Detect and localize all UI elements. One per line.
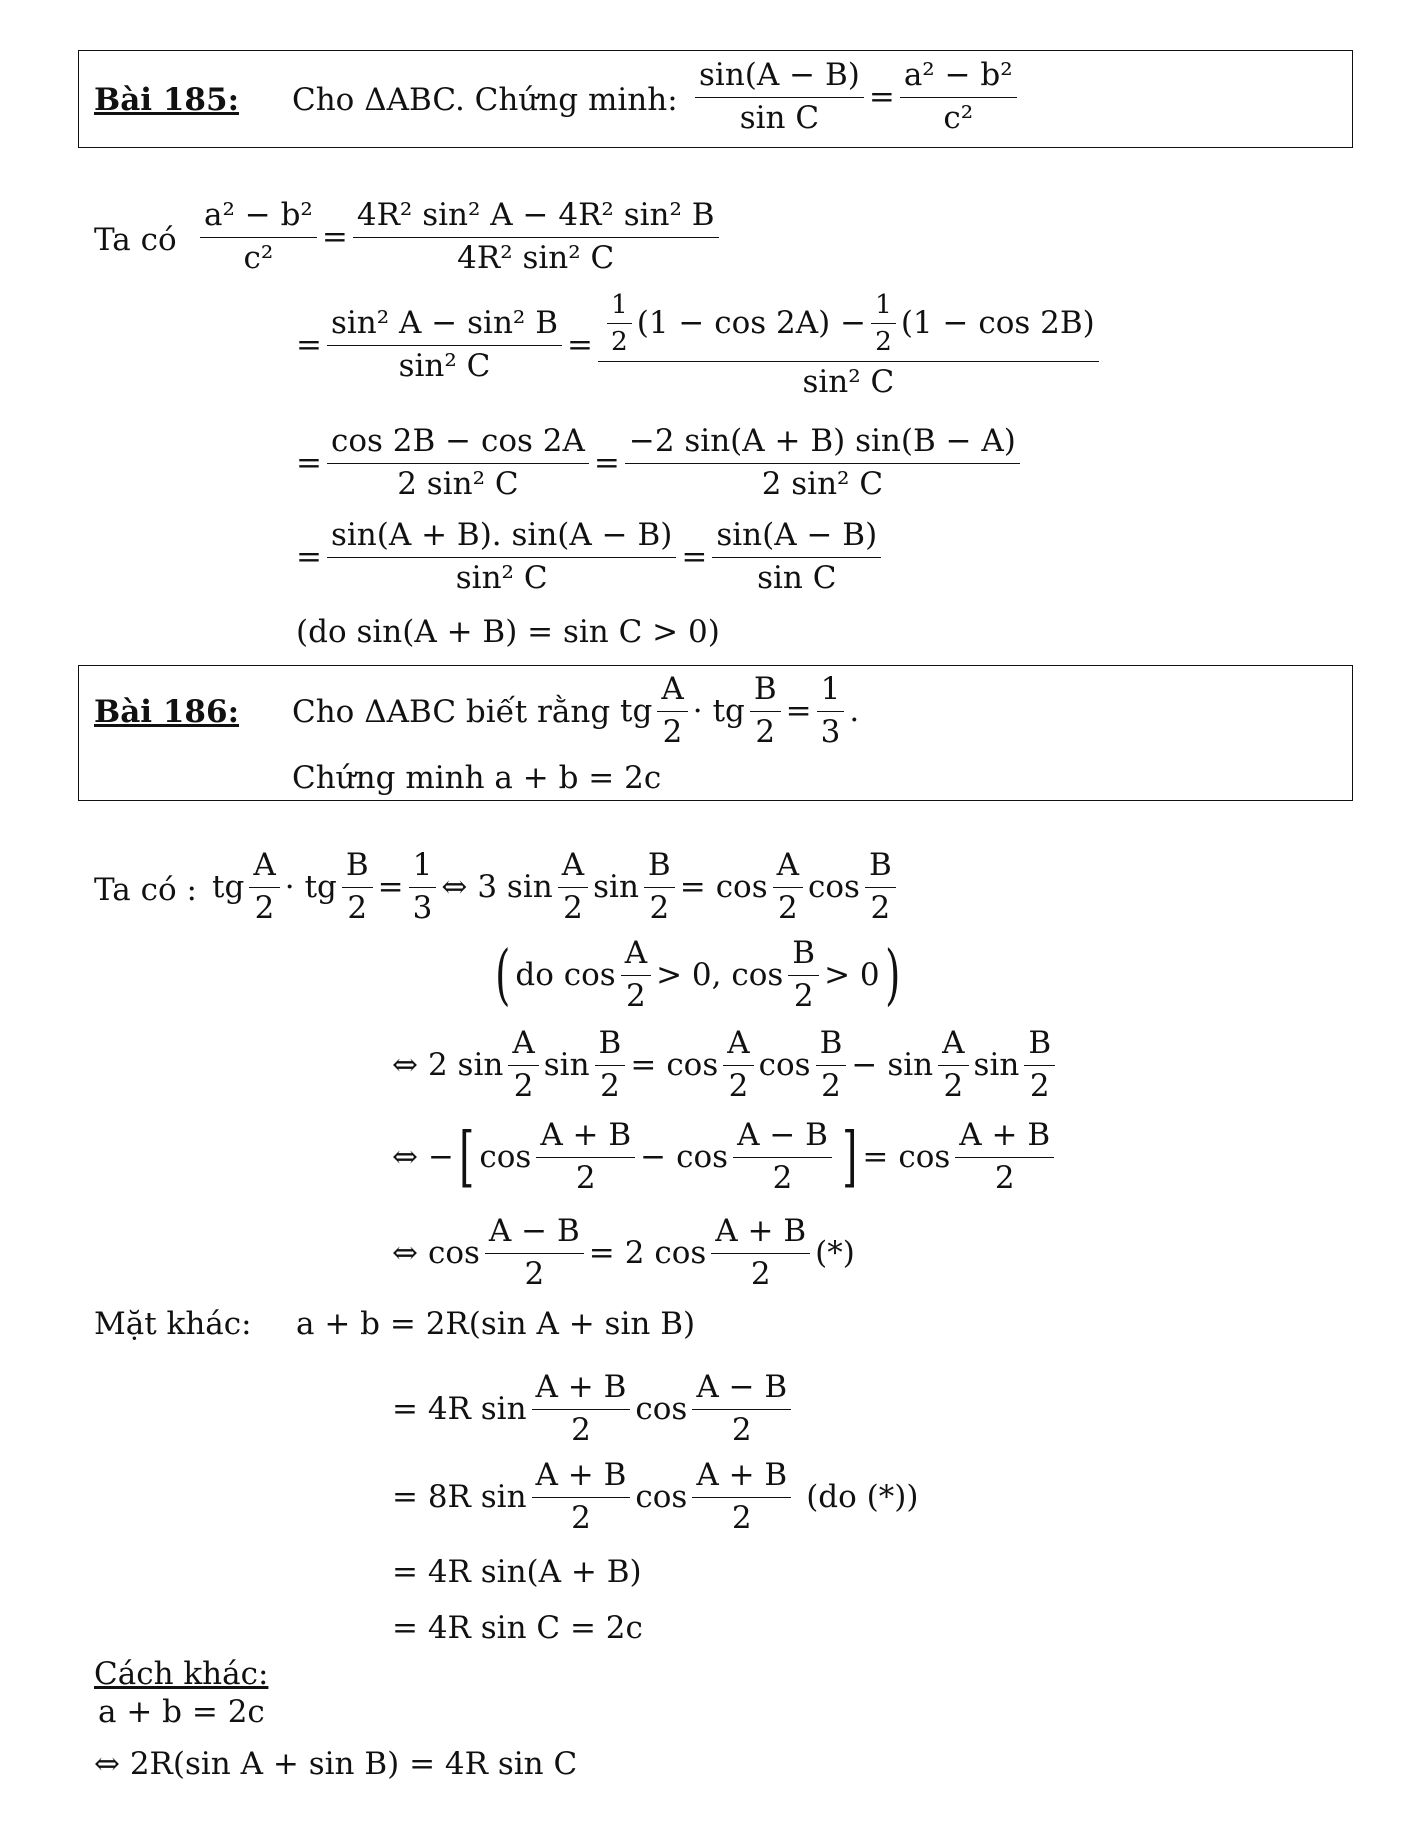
- solution-186-line-1: tg $\frac{A}{2}$ · tg $\frac{B}{2}$ = $\frac{1}{3}$ ⇔ 3 sin $\frac{A}{2}$ sin $\frac{B}{2}$ = cos $\frac{A}{2}$ cos $\frac{B}{2}$: [212, 848, 901, 926]
- cach-khac-line-1: a + b = 2c: [98, 1694, 265, 1730]
- cach-khac-line-2: ⇔ 2R(sin A + sin B) = 4R sin C: [94, 1746, 578, 1782]
- solution-185-line-2: = $\frac{\text{sin² A − sin² B}}{\text{sin² C}}$ = $\frac{1}{2}$ (1 − cos 2A) − $\frac{1}{2}$ (1 − cos 2B) sin² C: [296, 290, 1104, 400]
- problem-186-label: Bài 186:: [94, 694, 240, 730]
- mat-khac-line-3: = 8R sin $\frac{A + B}{2}$ cos $\frac{A + B}{2}$ (do (*)): [392, 1457, 919, 1536]
- problem-185-formula: $\frac{\sin(A - B)}{\text{sin C}}$ = $\frac{\text{a² − b²}}{\text{c²}}$: [690, 58, 1022, 136]
- problem-186-line-2: Chứng minh a + b = 2c: [292, 760, 662, 796]
- cach-khac-label: Cách khác:: [94, 1656, 269, 1692]
- mat-khac-line-4: = 4R sin(A + B): [392, 1554, 642, 1590]
- mat-khac-line-2: = 4R sin $\frac{A + B}{2}$ cos $\frac{A - B}{2}$: [392, 1370, 796, 1448]
- solution-186-condition: ( do cos $\frac{A}{2}$ > 0, cos $\frac{B}{2}$ > 0 ): [495, 935, 900, 1014]
- mat-khac-line-1: a + b = 2R(sin A + sin B): [296, 1306, 696, 1342]
- mat-khac-line-5: = 4R sin C = 2c: [392, 1610, 643, 1646]
- fraction: $\frac{\text{a² − b²}}{\text{c²}}$: [900, 58, 1017, 136]
- solution-186-line-4: ⇔ cos $\frac{A - B}{2}$ = 2 cos $\frac{A + B}{2}$ (*): [392, 1213, 855, 1292]
- ta-co-185: Ta có: [94, 222, 177, 258]
- problem-185-intro: Cho ΔABC. Chứng minh:: [292, 82, 678, 118]
- solution-185-line-4: = $\frac{\sin(A + B). \sin(A - B)}{\text{sin² C}}$ = $\frac{\sin(A - B)}{\text{sin C}}$: [296, 518, 886, 596]
- problem-185-label: Bài 185:: [94, 82, 240, 118]
- problem-186-formula: tg $\frac{A}{2}$ · tg $\frac{B}{2}$ = $\frac{1}{3}$ .: [620, 671, 860, 750]
- solution-186-line-2: ⇔ 2 sin $\frac{A}{2}$ sin $\frac{B}{2}$ = cos $\frac{A}{2}$ cos $\frac{B}{2}$ − sin $\frac{A}{2}$ sin $\frac{B}{2}$: [392, 1026, 1060, 1104]
- solution-186-line-3: ⇔ − [ cos $\frac{A + B}{2}$ − cos $\frac{A - B}{2}$ ] = cos $\frac{A + B}{2}$: [392, 1118, 1059, 1196]
- ta-co-186: Ta có :: [94, 872, 197, 908]
- fraction: $\frac{\sin(A - B)}{\text{sin C}}$: [695, 58, 864, 136]
- solution-185-line-3: = $\frac{\cos 2B - \cos 2A}{\text{2 sin² C}}$ = $\frac{-2 \sin(A + B) \sin(B - A)}{\text{2 sin² C}}$: [296, 424, 1025, 502]
- mat-khac-label: Mặt khác:: [94, 1306, 252, 1342]
- problem-186-intro: Cho ΔABC biết rằng: [292, 694, 611, 730]
- solution-185-line-1: $\frac{\text{a² − b²}}{\text{c²}}$ = $\frac{\text{4R² sin² A − 4R² sin² B}}{\text{4R² sin² C}}$: [195, 198, 724, 276]
- solution-185-note: (do sin(A + B) = sin C > 0): [296, 614, 720, 650]
